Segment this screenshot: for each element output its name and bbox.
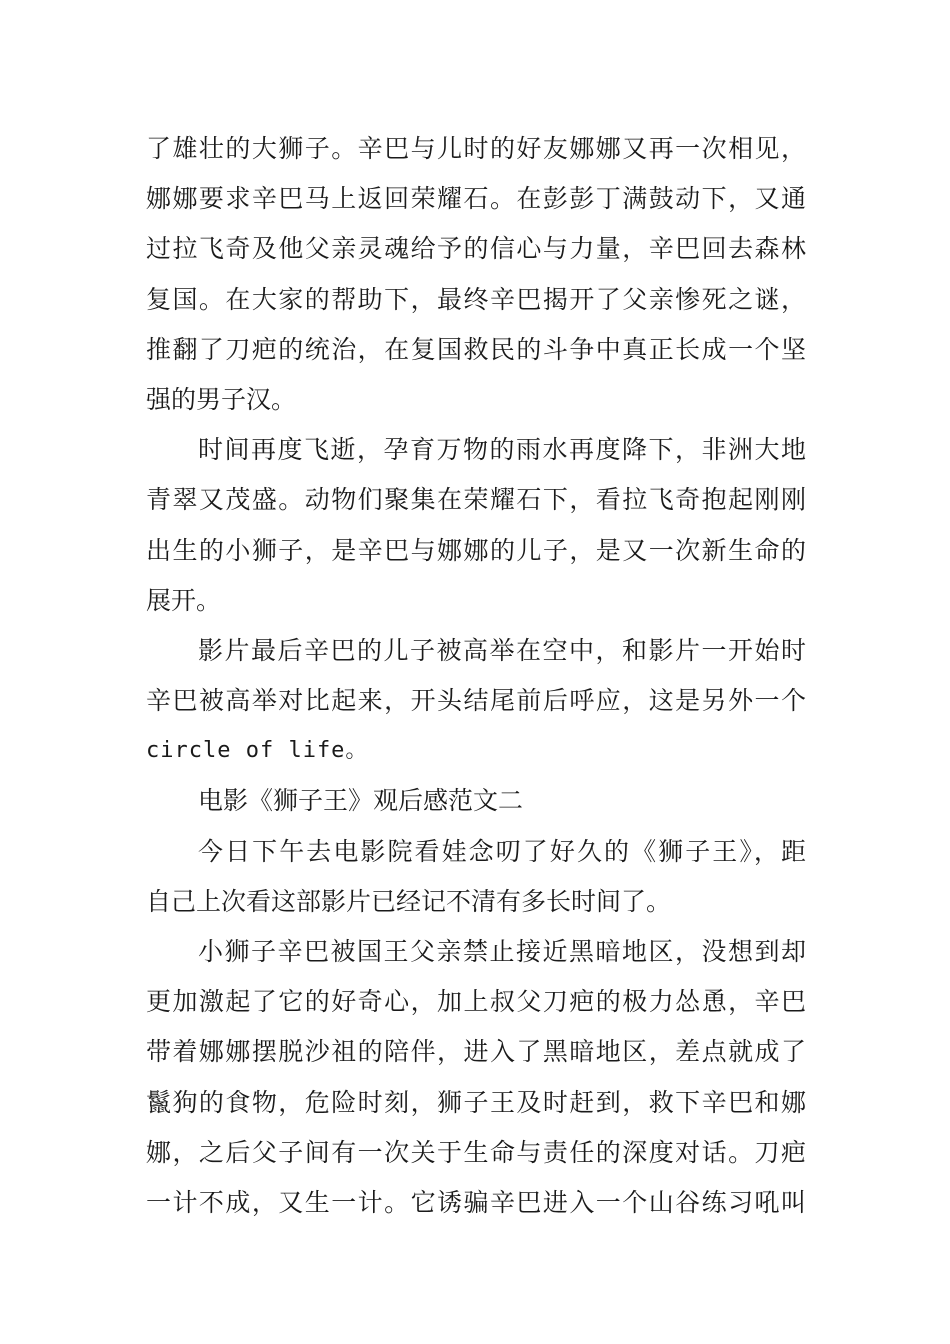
- text-line: 展开。: [146, 585, 222, 615]
- text-line: 时间再度飞逝，孕育万物的雨水再度降下，非洲大地: [198, 435, 806, 465]
- text-line: 一计不成，又生一计。它诱骗辛巴进入一个山谷练习吼叫: [146, 1187, 806, 1217]
- text-line: 鬣狗的食物，危险时刻，狮子王及时赶到，救下辛巴和娜: [146, 1087, 806, 1117]
- text-line: 强的男子汉。: [146, 384, 297, 414]
- text-line: 娜，之后父子间有一次关于生命与责任的深度对话。刀疤: [146, 1137, 806, 1167]
- text-line: 青翠又茂盛。动物们聚集在荣耀石下，看拉飞奇抱起刚刚: [146, 485, 806, 515]
- text-line: 过拉飞奇及他父亲灵魂给予的信心与力量，辛巴回去森林: [146, 234, 806, 264]
- text-line: 复国。在大家的帮助下，最终辛巴揭开了父亲惨死之谜，: [146, 284, 806, 314]
- text-line: 今日下午去电影院看娃念叨了好久的《狮子王》，距: [198, 836, 806, 866]
- text-line: 小狮子辛巴被国王父亲禁止接近黑暗地区，没想到却: [198, 937, 806, 966]
- text-line: 推翻了刀疤的统治，在复国救民的斗争中真正长成一个坚: [146, 334, 806, 364]
- text-line: 带着娜娜摆脱沙祖的陪伴，进入了黑暗地区，差点就成了: [146, 1037, 806, 1067]
- text-line: 出生的小狮子，是辛巴与娜娜的儿子，是又一次新生命的: [146, 535, 806, 565]
- paragraph-new-life: [146, 425, 806, 626]
- text-line: 娜娜要求辛巴马上返回荣耀石。在彭彭丁满鼓动下，又通: [146, 184, 806, 214]
- text-line: circle of life。: [146, 738, 369, 764]
- text-line: 更加激起了它的好奇心，加上叔父刀疤的极力怂恿，辛巴: [146, 987, 806, 1017]
- text-line: 影片最后辛巴的儿子被高举在空中，和影片一开始时: [198, 635, 806, 665]
- text-line: 了雄壮的大狮子。辛巴与儿时的好友娜娜又再一次相见，: [146, 134, 806, 163]
- section-title: 电影《狮子王》观后感范文二: [198, 786, 524, 816]
- paragraph-circle-of-life: [146, 626, 806, 777]
- text-line: 自己上次看这部影片已经记不清有多长时间了。: [146, 886, 672, 916]
- text-line: 辛巴被高举对比起来，开头结尾前后呼应，这是另外一个: [146, 686, 806, 716]
- paragraph-simba-return: [146, 124, 806, 425]
- document-page: [146, 124, 806, 1228]
- section-heading: [146, 776, 806, 826]
- paragraph-plot-summary: [146, 927, 806, 1228]
- paragraph-cinema-visit: [146, 827, 806, 927]
